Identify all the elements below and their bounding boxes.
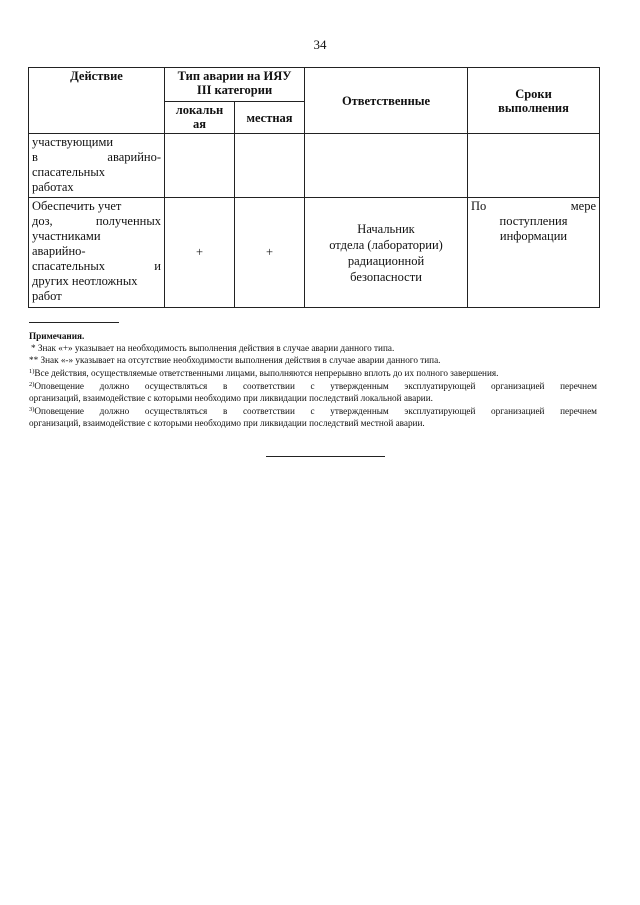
row-1-action-line: участвующими: [32, 135, 114, 149]
header-accident-type-line1: Тип аварии на ИЯУ: [177, 69, 292, 83]
row-2-deadline-line: По мере: [471, 199, 597, 213]
row-2-deadline: [468, 198, 600, 308]
note-marker: 2): [29, 381, 35, 388]
row-2-responsible-line: радиационной: [347, 253, 425, 268]
row-1-deadline: [468, 134, 600, 198]
row-1-action-line: в аварийно-: [32, 150, 161, 164]
note-item: [29, 366, 597, 379]
row-1-responsible: [305, 134, 468, 198]
note-item: организаций, взаимодействие с которыми необходимо при ликвидации последствий местной аварии.: [29, 418, 425, 428]
row-1-action: [29, 134, 165, 198]
row-2-action-line: других неотложных: [32, 274, 138, 288]
row-2-deadline-line: информации: [499, 229, 568, 243]
header-accident-type-line2: III категории: [196, 83, 273, 97]
table-row: [29, 134, 600, 198]
note-item: организаций, взаимодействие с которыми необходимо при ликвидации последствий локальной аварии.: [29, 393, 433, 403]
note-text: Оповещение должно осуществляться в соответствии с утвержденным эксплуатирующей организацией перечнем: [34, 406, 597, 416]
header-deadlines-line2: выполнения: [498, 100, 569, 115]
header-local: [165, 102, 235, 134]
note-text: Оповещение должно осуществляться в соответствии с утвержденным эксплуатирующей организацией перечнем: [34, 381, 597, 391]
header-responsible: Ответственные: [305, 68, 468, 134]
row-2-deadline-line: поступления: [499, 214, 568, 228]
header-site: местная: [235, 102, 305, 134]
end-divider: [266, 456, 385, 457]
actions-table: [28, 67, 600, 308]
row-2-action-line: работ: [32, 289, 62, 303]
header-deadlines: [468, 68, 600, 134]
notes-section: [29, 330, 597, 429]
row-2-action-line: спасательных и: [32, 259, 161, 273]
notes-title: Примечания.: [29, 331, 85, 341]
row-1-local: [165, 134, 235, 198]
row-1-action-line: работах: [32, 180, 74, 194]
footnote-divider: [29, 322, 119, 323]
page-number: 34: [313, 37, 327, 52]
header-local-line2: ая: [192, 117, 206, 131]
note-item: * Знак «+» указывает на необходимость выполнения действия в случае аварии данного типа.: [31, 343, 395, 353]
row-2-responsible-line: безопасности: [350, 269, 422, 284]
note-item: [29, 379, 597, 392]
note-item: ** Знак «-» указывает на отсутствие необходимости выполнения действия в случае аварии данного типа.: [29, 355, 441, 365]
row-2-action: [29, 198, 165, 308]
note-marker: 1): [29, 368, 35, 375]
note-item: [29, 404, 597, 417]
header-deadlines-line1: Сроки: [515, 86, 552, 101]
row-2-responsible-line: Начальник: [357, 221, 415, 236]
header-local-line1: локальн: [175, 103, 224, 117]
note-text: Все действия, осуществляемые ответственными лицами, выполняются непрерывно вплоть до их полного завершения.: [34, 368, 499, 378]
row-2-action-line: участниками: [32, 229, 101, 243]
row-2-local: +: [165, 198, 235, 308]
row-2-action-line: Обеспечить учет: [32, 199, 122, 213]
table-row: [29, 198, 600, 308]
row-1-action-line: спасательных: [32, 165, 105, 179]
row-2-responsible-line: отдела (лаборатории): [329, 237, 443, 252]
table-header-row: [29, 68, 600, 102]
row-2-site: +: [235, 198, 305, 308]
header-accident-type: [165, 68, 305, 102]
row-2-action-line: доз, полученных: [32, 214, 161, 228]
header-action: Действие: [29, 68, 165, 134]
row-1-site: [235, 134, 305, 198]
row-2-action-line: аварийно-: [32, 244, 86, 258]
row-2-responsible: [305, 198, 468, 308]
note-marker: 3): [29, 406, 35, 413]
